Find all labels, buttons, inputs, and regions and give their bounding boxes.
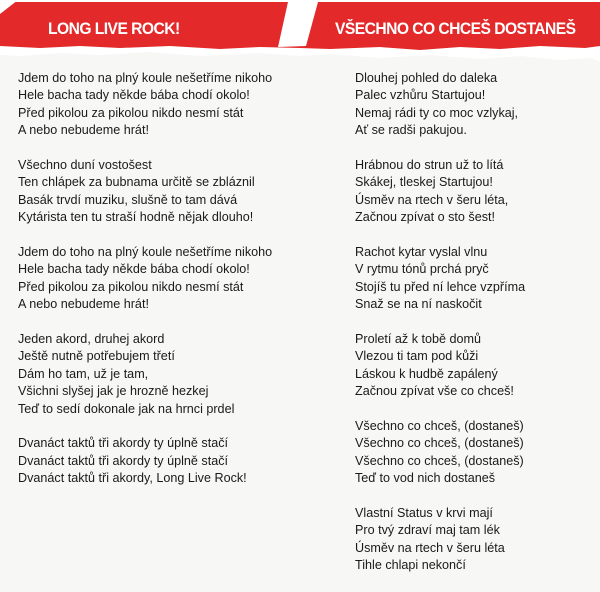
lyric-line: Ať se radši pakujou. <box>355 123 467 138</box>
lyrics-right-column <box>355 70 595 592</box>
lyric-line: Ten chlápek za bubnama určitě se zbláznil <box>18 175 255 190</box>
lyrics-stanza <box>18 157 336 227</box>
lyric-line: A nebo nebudeme hrát! <box>18 123 149 138</box>
lyric-line: Rachot kytar vyslal vlnu <box>355 245 488 260</box>
lyric-line: Jdem do toho na plný koule nešetříme nikoho <box>18 71 273 85</box>
lyric-line: V rytmu tónů prchá pryč <box>355 262 489 277</box>
lyric-line: Úsměv na rtech v šeru léta <box>355 540 505 555</box>
lyric-line: Všechno co chceš, (dostaneš) <box>355 453 524 468</box>
lyrics-stanza <box>18 331 336 418</box>
lyrics-stanza <box>355 70 595 140</box>
lyric-line: Basák trvdí muziku, slušně to tam dává <box>18 192 238 207</box>
lyrics-stanza <box>18 244 336 314</box>
lyric-line: Dlouhej pohled do daleka <box>355 71 498 85</box>
lyric-line: Láskou k hudbě zapálený <box>355 366 498 381</box>
lyric-line: Všechno duní vostošest <box>18 158 152 173</box>
lyric-line: Teď to sedí dokonale jak na hrnci prdel <box>18 401 235 416</box>
lyric-line: A nebo nebudeme hrát! <box>18 297 149 312</box>
lyric-line: Jdem do toho na plný koule nešetříme nikoho <box>18 245 273 260</box>
lyric-line: Před pikolou za pikolou nikdo nesmí stát <box>18 279 244 294</box>
lyric-line: Stojíš tu před ní lehce vzpříma <box>355 279 526 294</box>
lyric-line: Všechno co chceš, (dostaneš) <box>355 436 524 451</box>
lyric-line: Vlastní Status v krvi mají <box>355 506 493 521</box>
lyric-line: Dvanáct taktů tři akordy ty úplně stačí <box>18 436 228 451</box>
lyric-line: Kytárista ten tu straší hodně nějak dlouho! <box>18 210 254 225</box>
lyric-line: Úsměv na rtech v šeru léta, <box>355 192 509 207</box>
lyrics-stanza <box>355 244 595 314</box>
lyric-line: Ještě nutně potřebujem třetí <box>18 349 175 364</box>
banner-title-left: LONG LIVE ROCK! <box>48 19 180 38</box>
lyric-line: Dvanáct taktů tři akordy, Long Live Rock! <box>18 471 247 486</box>
lyric-line: Skákej, tleskej Startujou! <box>355 175 493 190</box>
lyrics-left-column <box>18 70 336 505</box>
lyric-line: Začnou zpívat o sto šest! <box>355 210 496 225</box>
lyrics-stanza <box>18 70 336 140</box>
lyric-line: Nemaj rádi ty co moc vzlykaj, <box>355 105 519 120</box>
lyrics-stanza <box>18 435 336 487</box>
lyric-line: Teď to vod nich dostaneš <box>355 471 496 486</box>
lyric-line: Vlezou ti tam pod kůži <box>355 349 479 364</box>
lyric-line: Pro tvý zdraví maj tam lék <box>355 523 500 538</box>
lyric-line: Začnou zpívat vše co chceš! <box>355 384 514 399</box>
lyric-line: Hrábnou do strun už to lítá <box>355 158 504 173</box>
lyric-line: Jeden akord, druhej akord <box>18 332 165 347</box>
lyric-line: Palec vzhůru Startujou! <box>355 88 486 103</box>
lyric-line: Všechno co chceš, (dostaneš) <box>355 419 524 434</box>
banner-title-right: VŠECHNO CO CHCEŠ DOSTANEŠ <box>335 19 576 38</box>
lyric-line: Proletí až k tobě domů <box>355 332 482 347</box>
lyric-line: Snaž se na ní naskočit <box>355 297 482 312</box>
lyrics-stanza <box>355 418 595 488</box>
lyrics-stanza <box>355 505 595 575</box>
lyric-line: Všichni slyšej jak je hrozně hezkej <box>18 384 209 399</box>
lyric-line: Dvanáct taktů tři akordy ty úplně stačí <box>18 453 228 468</box>
lyrics-stanza <box>355 331 595 401</box>
lyric-line: Tihle chlapi nekončí <box>355 558 466 573</box>
lyric-line: Dám ho tam, už je tam, <box>18 366 149 381</box>
lyrics-stanza <box>355 157 595 227</box>
red-banner <box>0 0 600 62</box>
lyric-line: Hele bacha tady někde bába chodí okolo! <box>18 88 250 103</box>
lyric-line: Hele bacha tady někde bába chodí okolo! <box>18 262 250 277</box>
lyric-line: Před pikolou za pikolou nikdo nesmí stát <box>18 105 244 120</box>
